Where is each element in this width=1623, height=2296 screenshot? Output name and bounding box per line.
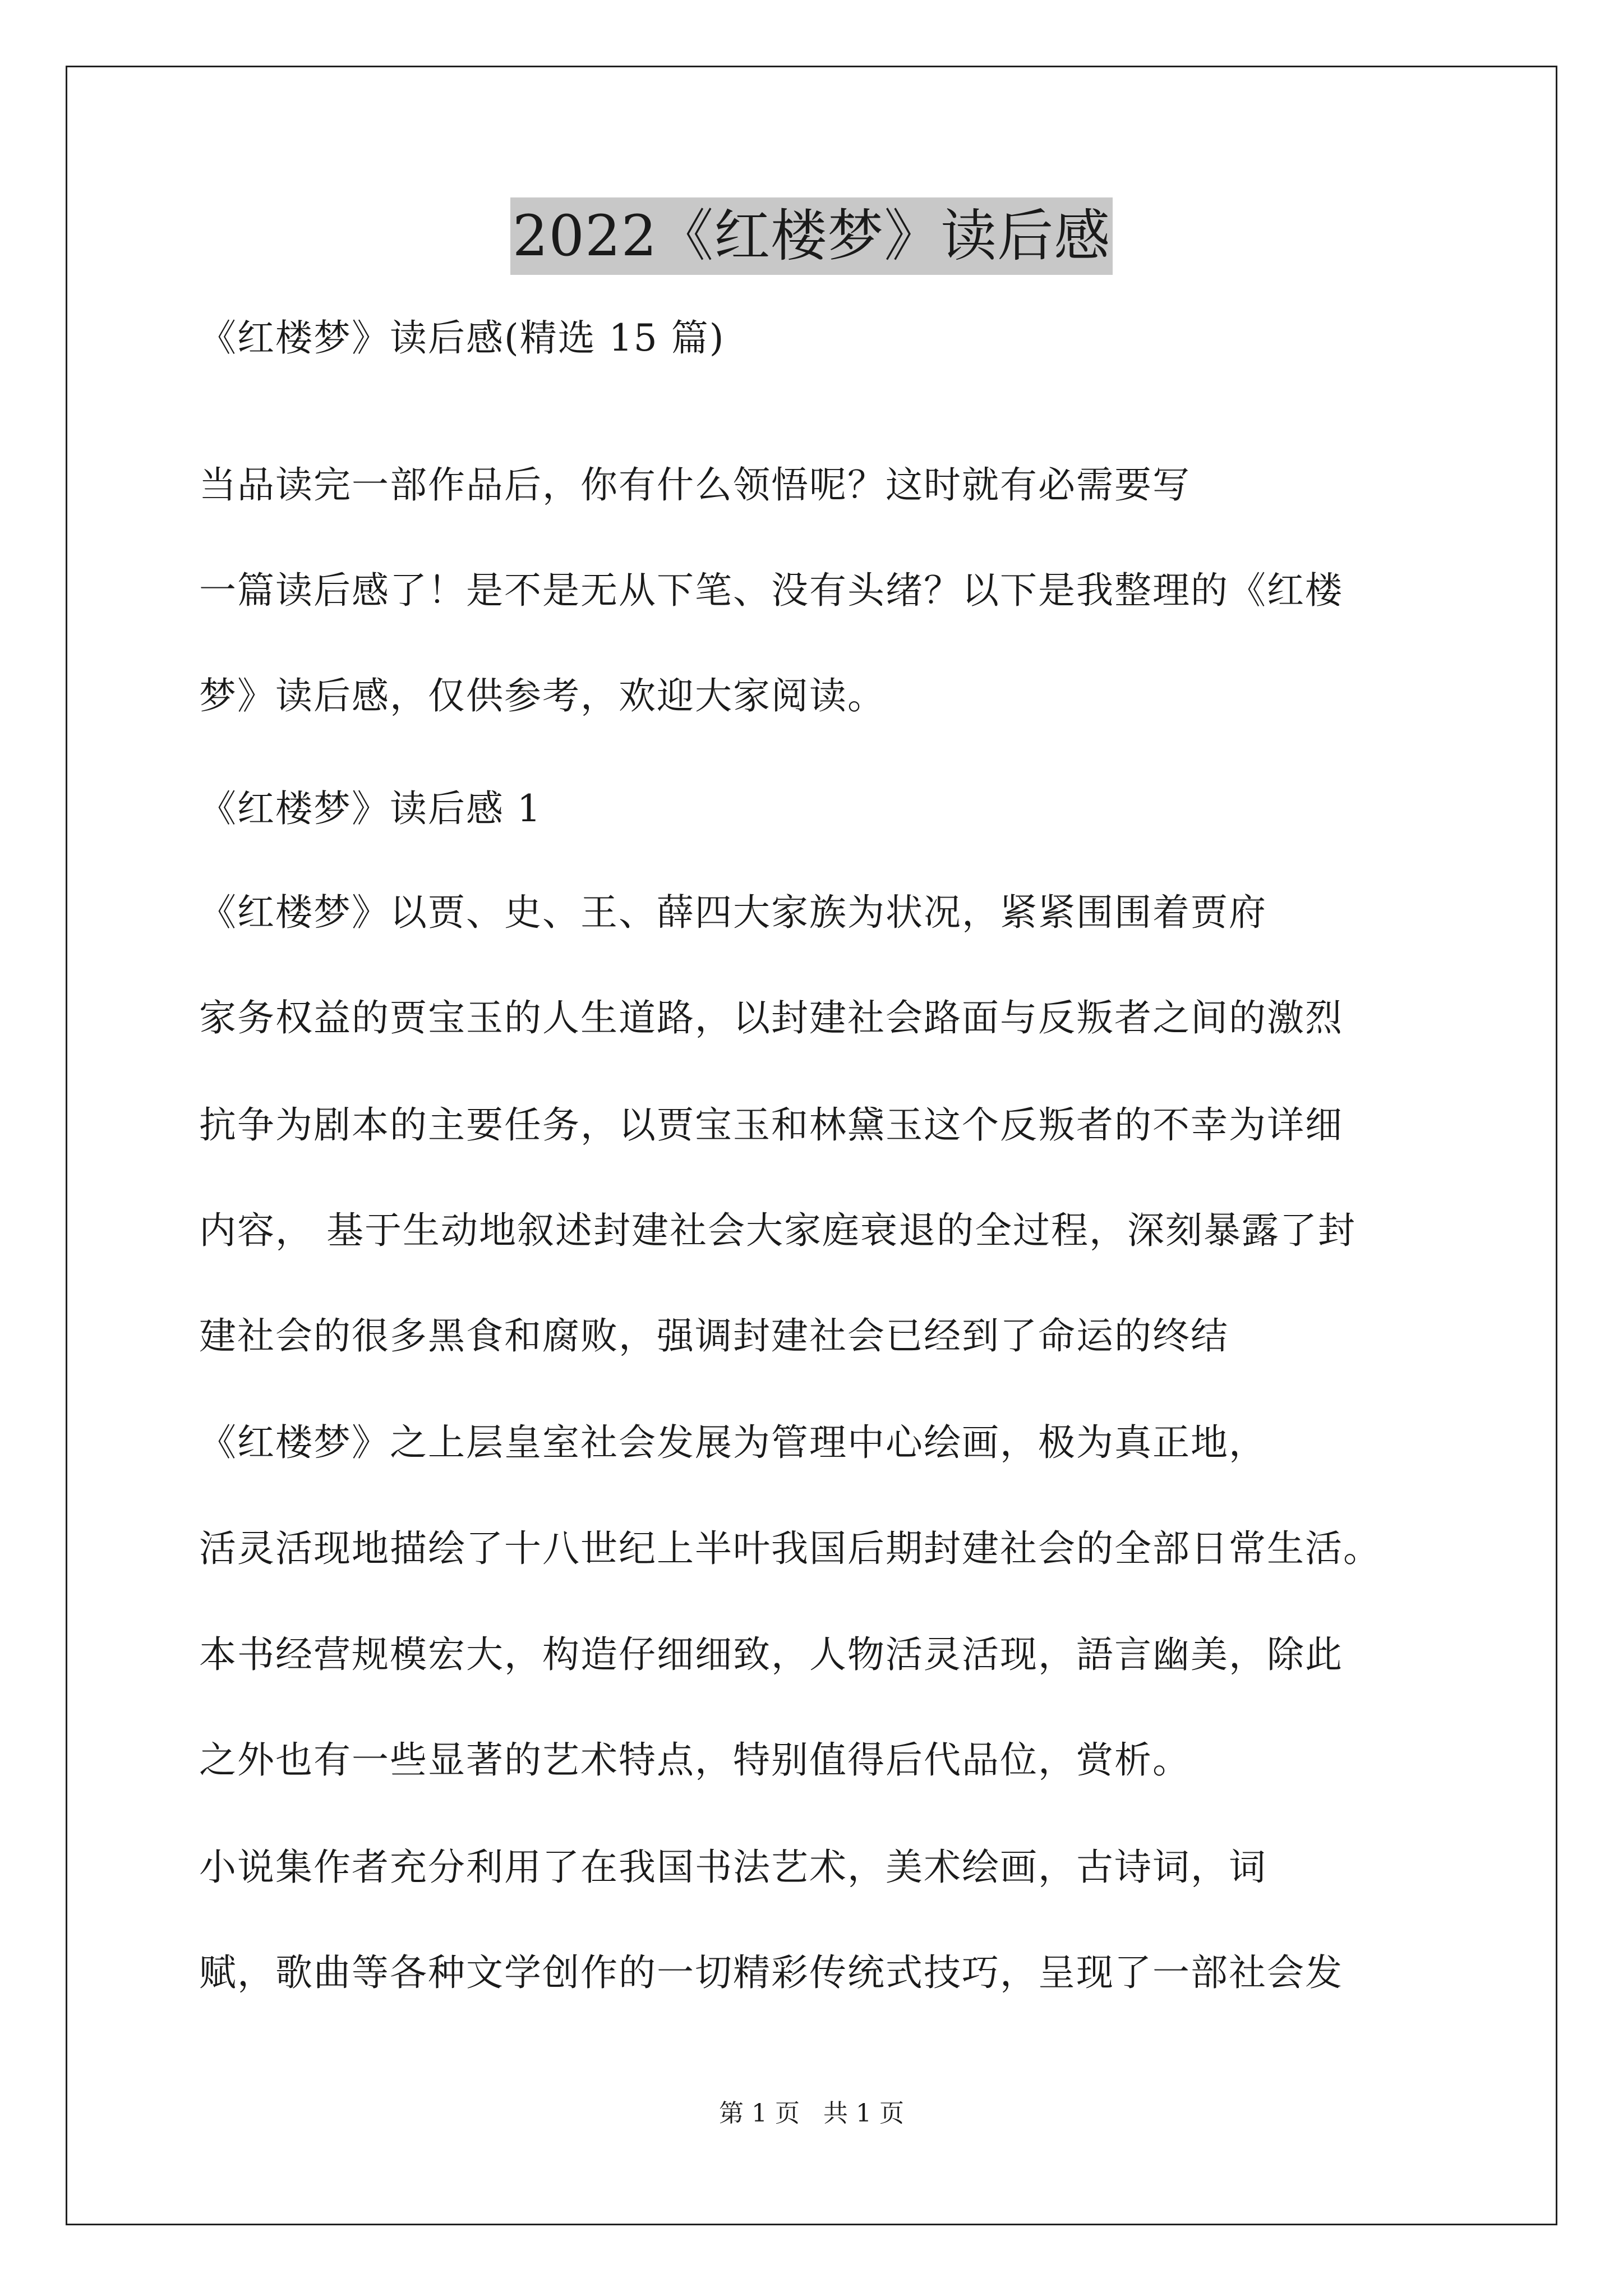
text-line: 活灵活现地描绘了十八世纪上半叶我国后期封建社会的全部日常生活。 (199, 1527, 1381, 1570)
section-heading: 《红楼梦》读后感 1 (199, 787, 542, 830)
text-line: 赋，歌曲等各种文学创作的一切精彩传统式技巧，呈现了一部社会发 (199, 1951, 1343, 1994)
text-line: 家务权益的贾宝玉的人生道路，以封建社会路面与反叛者之间的激烈 (199, 996, 1343, 1039)
text-line: 建社会的很多黑食和腐败，强调封建社会已经到了命运的终结 (199, 1314, 1229, 1358)
text-line: 本书经营规模宏大，构造仔细细致，人物活灵活现，語言幽美，除此 (199, 1633, 1343, 1676)
page-footer: 第 1 页 共 1 页 (719, 2099, 904, 2128)
text-line: 一篇读后感了！是不是无从下笔、没有头绪？以下是我整理的《红楼 (199, 569, 1343, 612)
document-title: 2022《红楼梦》读后感 (510, 197, 1113, 275)
text-line: 抗争为剧本的主要任务，以贾宝玉和林黛玉这个反叛者的不幸为详细 (199, 1103, 1343, 1147)
text-line: 小说集作者充分利用了在我国书法艺术，美术绘画，古诗词，词 (199, 1846, 1267, 1889)
text-line: 之外也有一些显著的艺术特点，特别值得后代品位，赏析。 (199, 1738, 1191, 1782)
text-line: 内容， 基于生动地叙述封建社会大家庭衰退的全过程，深刻暴露了封 (199, 1209, 1356, 1252)
text-line: 《红楼梦》以贾、史、王、薛四大家族为状况，紧紧围围着贾府 (199, 891, 1267, 934)
text-line: 梦》读后感，仅供参考，欢迎大家阅读。 (199, 674, 886, 717)
text-line: 《红楼梦》之上层皇室社会发展为管理中心绘画，极为真正地， (199, 1421, 1267, 1464)
title-container (0, 197, 1623, 275)
subtitle-line: 《红楼梦》读后感(精选 15 篇) (199, 316, 725, 360)
text-line: 当品读完一部作品后，你有什么领悟呢？这时就有必需要写 (199, 463, 1191, 507)
